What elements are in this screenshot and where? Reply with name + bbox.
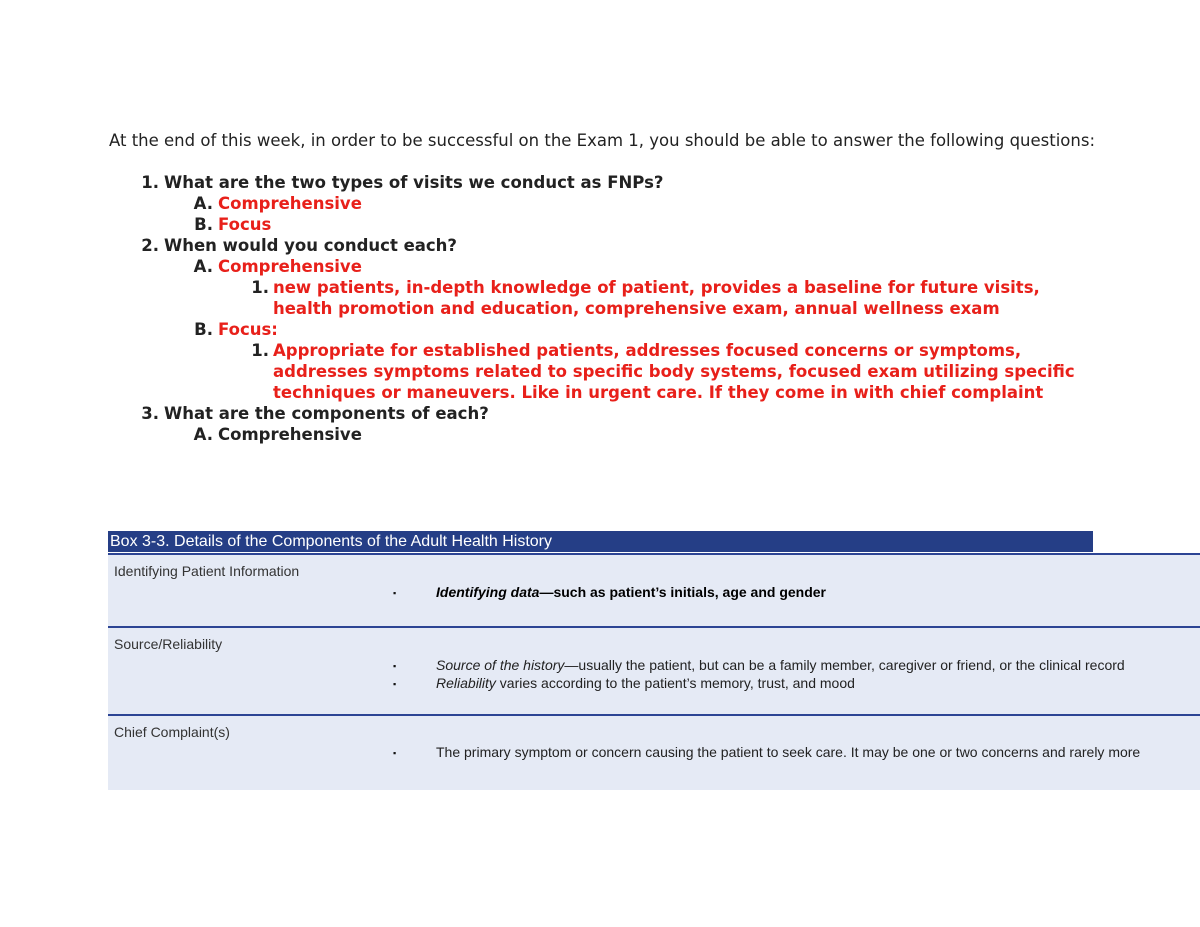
- answer-letter: A.: [193, 257, 213, 276]
- bullet-text-italic: Identifying data: [436, 584, 540, 600]
- answer-text: Comprehensive: [218, 194, 362, 213]
- bullet-icon: ▪: [393, 661, 397, 671]
- answer-letter: A.: [193, 194, 213, 213]
- bullet-text: [436, 657, 1125, 673]
- bullet-icon: ▪: [393, 679, 397, 689]
- question-number: 2.: [141, 236, 159, 255]
- bullet-text-italic: Source of the history: [436, 657, 565, 673]
- bullet-text-rest: varies according to the patient’s memory, trust, and mood: [495, 675, 855, 691]
- answer-text: Comprehensive: [218, 257, 362, 276]
- answer-2b-detail: [109, 340, 1093, 403]
- question-1: [109, 172, 1169, 193]
- bullet-text-rest: —usually the patient, but can be a family member, caregiver or friend, or the clinical record: [564, 657, 1125, 673]
- bullet-icon: ▪: [393, 748, 397, 758]
- bullet-text: [436, 584, 826, 600]
- detail-number: 1.: [251, 341, 269, 360]
- answer-text: Focus: [218, 215, 272, 234]
- bullet-text-rest: —such as patient’s initials, age and gender: [539, 584, 827, 600]
- answer-3a: [109, 424, 1169, 445]
- question-text: What are the components of each?: [164, 404, 489, 423]
- answer-1a: [109, 193, 1169, 214]
- answer-2a-detail: [109, 277, 1093, 319]
- box-title: Box 3-3. Details of the Components of the Adult Health History: [108, 531, 1093, 552]
- answer-letter: B.: [194, 320, 213, 339]
- box-row-identifying: [108, 553, 1200, 628]
- question-text: What are the two types of visits we conduct as FNPs?: [164, 173, 664, 192]
- box-row-source: [108, 626, 1200, 716]
- answer-letter: A.: [193, 425, 213, 444]
- bullet-icon: ▪: [393, 588, 397, 598]
- answer-letter: B.: [194, 215, 213, 234]
- document-body: [109, 130, 1169, 445]
- answer-2a: [109, 256, 1169, 277]
- answer-text: Comprehensive: [218, 425, 362, 444]
- question-number: 3.: [141, 404, 159, 423]
- detail-text: new patients, in-depth knowledge of patient, provides a baseline for future visits, health promotion and education, comprehensive exam, annual wellness exam: [273, 278, 1040, 318]
- answer-1b: [109, 214, 1169, 235]
- answer-text: Focus:: [218, 320, 278, 339]
- row-label: Source/Reliability: [114, 636, 223, 652]
- answer-2b: [109, 319, 1169, 340]
- question-3: [109, 403, 1169, 424]
- row-label: Identifying Patient Information: [114, 563, 300, 579]
- question-number: 1.: [141, 173, 159, 192]
- health-history-box: [108, 531, 1200, 790]
- detail-text: Appropriate for established patients, addresses focused concerns or symptoms, addresses symptoms related to specific body systems, focused exam utilizing specific techniques or maneuvers. Like in urgent care. If they come in with chief complaint: [273, 341, 1075, 402]
- detail-number: 1.: [251, 278, 269, 297]
- bullet-text: [436, 675, 855, 691]
- row-label: Chief Complaint(s): [114, 724, 230, 740]
- bullet-text-italic: Reliability: [436, 675, 496, 691]
- box-row-chief-complaint: [108, 714, 1200, 790]
- intro-paragraph: At the end of this week, in order to be successful on the Exam 1, you should be able to answer the following questions:: [109, 131, 1096, 150]
- question-text: When would you conduct each?: [164, 236, 458, 255]
- question-2: [109, 235, 1169, 256]
- bullet-text: The primary symptom or concern causing the patient to seek care. It may be one or two concerns and rarely more: [436, 744, 1141, 760]
